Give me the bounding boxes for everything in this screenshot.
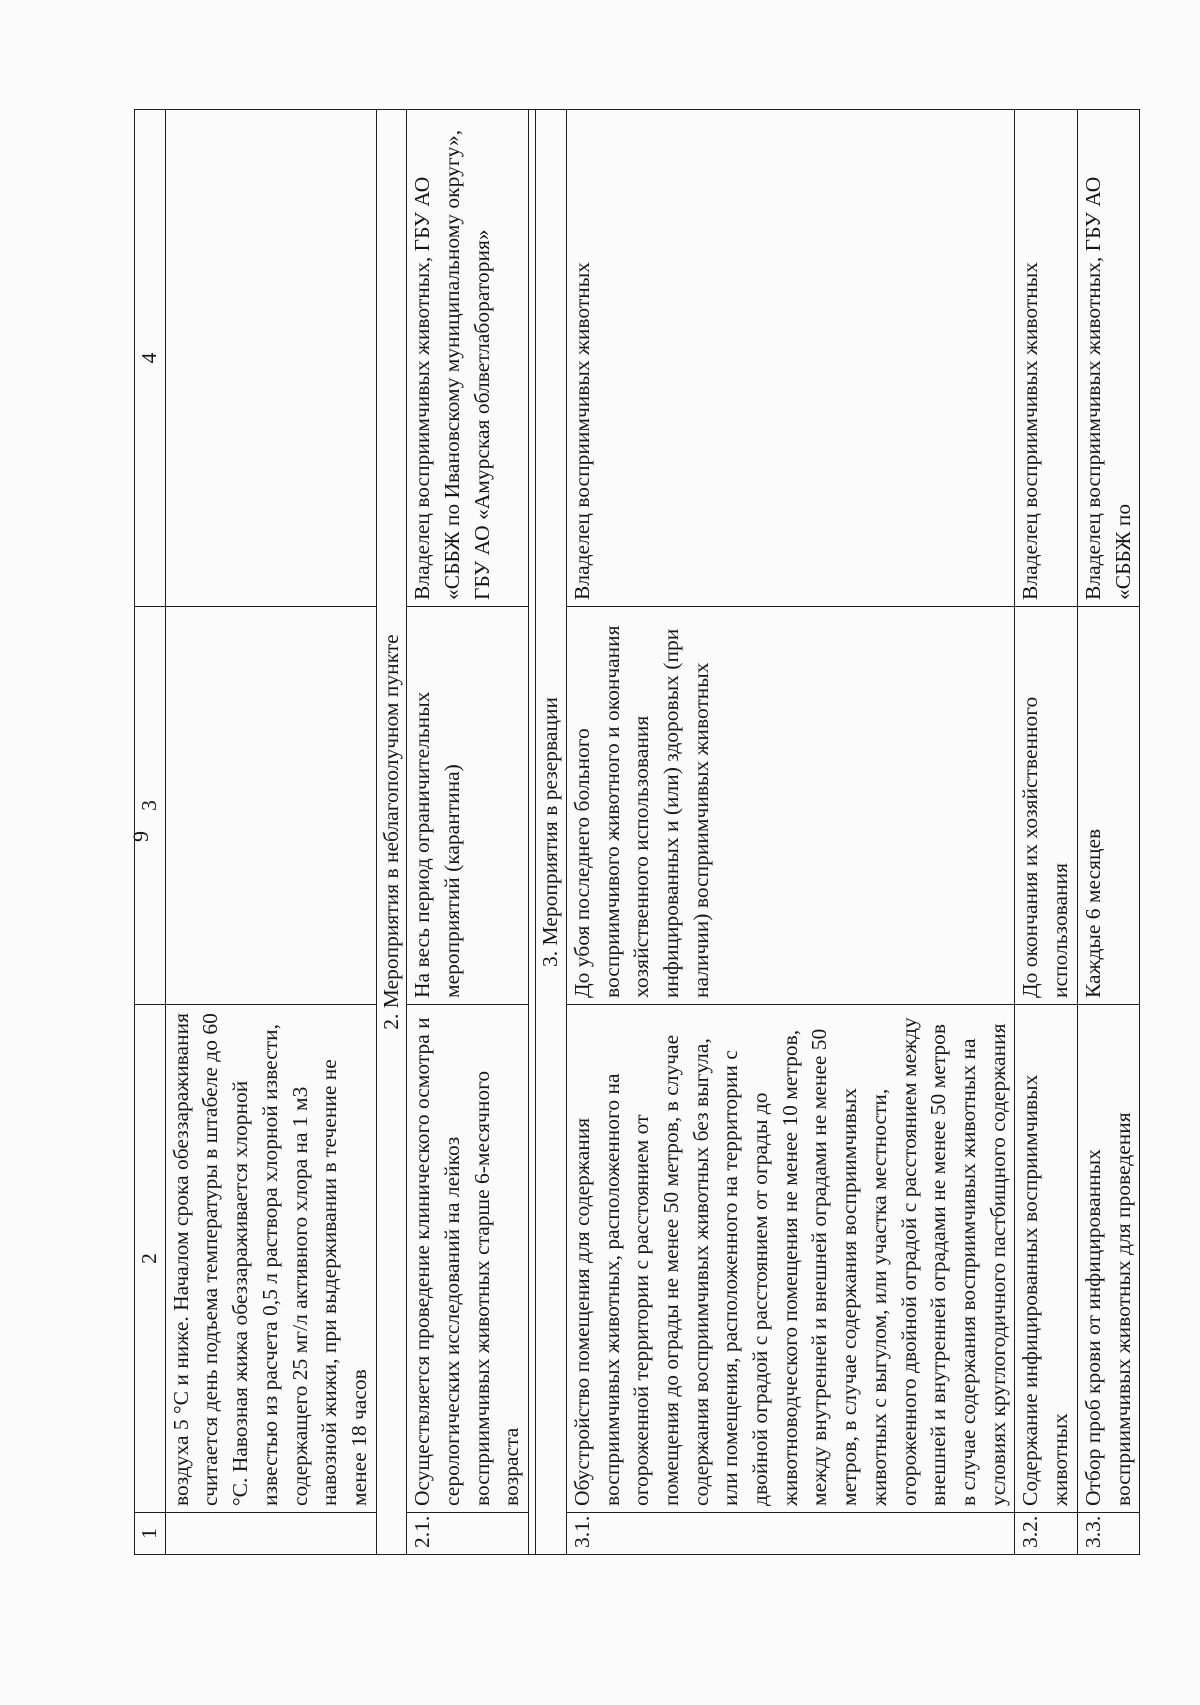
measure-term: До окончания их хозяйственного использования [1015, 607, 1077, 1005]
section-title: 3. Мероприятия в резервации [536, 110, 567, 1555]
section-title: 2. Мероприятия в неблагополучном пункте [376, 110, 407, 1555]
header-row [135, 110, 166, 1555]
measure-responsible: Владелец восприимчивых животных, ГБУ АО «СББЖ по [1077, 110, 1139, 607]
row-number: 3.1. [566, 1513, 1015, 1555]
measure-responsible: Владелец восприимчивых животных [1015, 110, 1077, 607]
measure-term: Каждые 6 месяцев [1077, 607, 1139, 1005]
section-title-row [536, 110, 567, 1555]
measure-text: Обустройство помещения для содержания восприимчивых животных, расположенного на огороженной территории с расстоянием от помещения до ограды не менее 50 метров, в случае содержания восприимчивых животных без выгула, или помещения, расположенного на территории с двойной оградой с расстоянием от ограды до животноводческого помещения не менее 10 метров, между внутренней и внешней оградами не менее 50 метров, в случае содержания восприимчивых животных с выгулом, или участка местности, огороженного двойной оградой с расстоянием между внешней и внутренней оградами не менее 50 метров в случае содержания восприимчивых животных на условиях круглогодичного пастбищного содержания [566, 1005, 1015, 1513]
measures-table [134, 109, 1140, 1555]
measure-responsible: Владелец восприимчивых животных [566, 110, 1015, 607]
measure-term: До убоя последнего больного восприимчивого животного и окончания хозяйственного использования инфицированных и (или) здоровых (при наличии) восприимчивых животных [566, 607, 1015, 1005]
row-number: 3.3. [1077, 1513, 1139, 1555]
row-number [165, 1513, 376, 1555]
measure-text: Отбор проб крови от инфицированных восприимчивых животных для проведения [1077, 1005, 1139, 1513]
measure-text: Осуществляется проведение клинического осмотра и серологических исследований на лейкоз восприимчивых животных старше 6-месячного возраста [407, 1005, 529, 1513]
rotated-table-container [134, 110, 1162, 1555]
measure-term [165, 607, 376, 1005]
measure-responsible: Владелец восприимчивых животных, ГБУ АО «СББЖ по Ивановскому муниципальному округу», ГБУ АО «Амурская облветлаборатория» [407, 110, 529, 607]
section-title-row [376, 110, 407, 1555]
row-number: 3.2. [1015, 1513, 1077, 1555]
row-number: 2.1. [407, 1513, 529, 1555]
table-row [165, 110, 376, 1555]
measure-responsible [165, 110, 376, 607]
spacer-row [529, 110, 536, 1555]
header-col-3: 3 [135, 607, 166, 1005]
page-number: 9 [128, 831, 153, 842]
measure-term: На весь период ограничительных мероприятий (карантина) [407, 607, 529, 1005]
header-col-1: 1 [135, 1513, 166, 1555]
measure-text: Содержание инфицированных восприимчивых животных [1015, 1005, 1077, 1513]
table-row [1015, 110, 1077, 1555]
table-row [566, 110, 1015, 1555]
spacer-cell [529, 110, 536, 1555]
measure-text: воздуха 5 °С и ниже. Началом срока обеззараживания считается день подъема температуры в штабеле до 60 °С. Навозная жижа обеззараживается хлорной известью из расчета 0,5 л раствора хлорной извести, содержащего 25 мг/л активного хлора на 1 м3 навозной жижи, при выдерживании в течение не менее 18 часов [165, 1005, 376, 1513]
header-col-4: 4 [135, 110, 166, 607]
table-row [1077, 110, 1139, 1555]
table-row [407, 110, 529, 1555]
header-col-2: 2 [135, 1005, 166, 1513]
